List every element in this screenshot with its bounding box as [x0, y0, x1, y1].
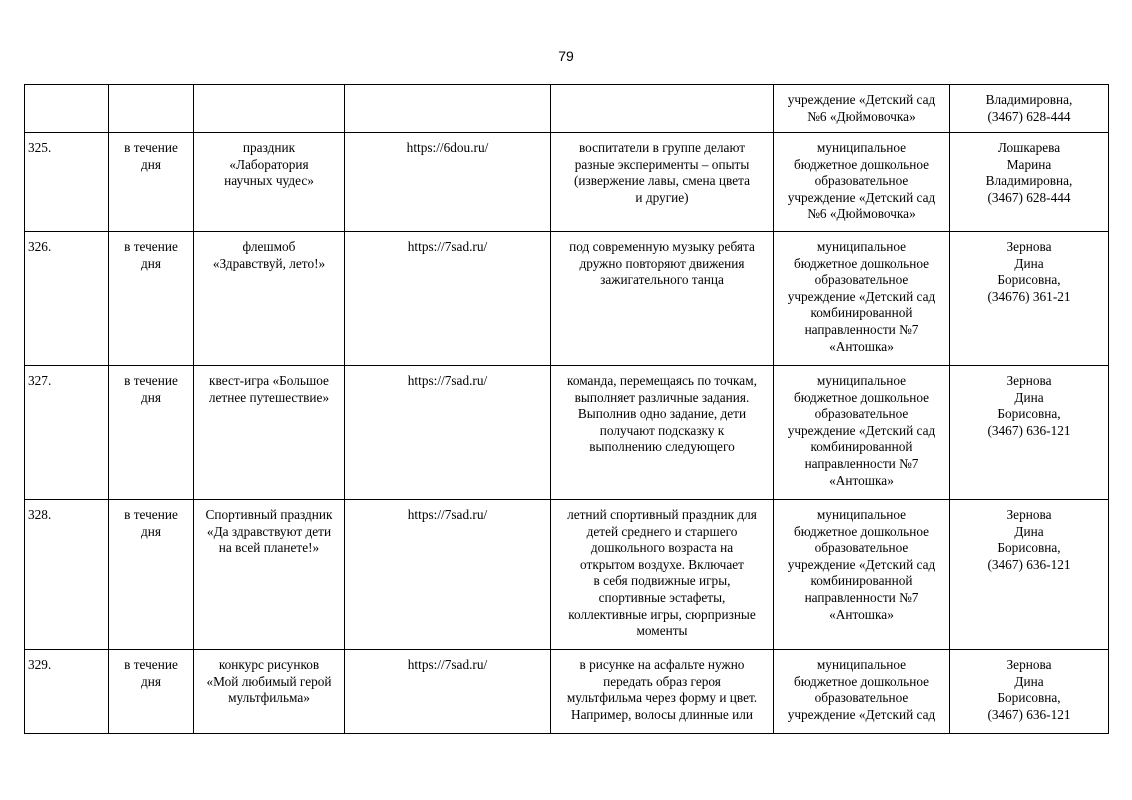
contact-line: Дина — [1014, 255, 1044, 271]
organization-line: направленности №7 — [804, 589, 919, 605]
contact-line: Борисовна, — [997, 690, 1061, 706]
table-row — [25, 366, 1109, 500]
event-name-line: конкурс рисунков — [218, 657, 320, 672]
contact-line: Зернова — [1006, 239, 1052, 254]
organization-line: «Антошка» — [829, 472, 894, 488]
organization-line: образовательное — [814, 173, 909, 189]
event-name-line: научных чудес» — [224, 173, 314, 189]
time-line: дня — [141, 523, 161, 539]
description-line: в рисунке на асфальте нужно — [579, 657, 745, 672]
description-line: воспитатели в группе делают — [578, 140, 746, 155]
description-line: в себя подвижные игры, — [593, 573, 731, 589]
organization-line: направленности №7 — [804, 321, 919, 337]
organization-line: учреждение «Детский сад — [787, 556, 936, 572]
contact-line: (3467) 636-121 — [987, 556, 1071, 572]
event-name-cell — [194, 133, 345, 232]
row-number-cell: 327. — [25, 366, 109, 500]
contact-line: (3467) 628-444 — [987, 108, 1071, 124]
organization-line: муниципальное — [816, 373, 907, 388]
contact-line: Борисовна, — [997, 540, 1061, 556]
description-line: детей среднего и старшего — [586, 523, 738, 539]
description-cell — [551, 232, 774, 366]
row-number-cell: 326. — [25, 232, 109, 366]
time-cell — [109, 650, 194, 734]
organization-cell — [774, 232, 950, 366]
page-number: 79 — [558, 48, 574, 64]
organization-line: комбинированной — [810, 305, 913, 321]
description-line: команда, перемещаясь по точкам, — [567, 373, 757, 388]
website-cell: https://7sad.ru/ — [345, 650, 551, 734]
time-line: дня — [141, 673, 161, 689]
contact-line: Дина — [1014, 523, 1044, 539]
time-line: дня — [141, 255, 161, 271]
description-cell — [551, 133, 774, 232]
event-name-cell — [194, 500, 345, 650]
event-name-line: квест-игра «Большое — [209, 373, 329, 388]
description-line: получают подсказку к — [599, 422, 725, 438]
description-line: (извержение лавы, смена цвета — [574, 173, 750, 189]
event-name-line: мультфильма» — [228, 690, 310, 706]
organization-line: образовательное — [814, 690, 909, 706]
contact-line: (3467) 628-444 — [987, 189, 1071, 205]
description-line: под современную музыку ребята — [569, 239, 755, 254]
description-line: летний спортивный праздник для — [567, 507, 757, 522]
organization-line: «Антошка» — [829, 338, 894, 354]
contact-line: (34676) 361-21 — [987, 288, 1071, 304]
website-cell: https://7sad.ru/ — [345, 232, 551, 366]
time-cell — [109, 500, 194, 650]
row-number-cell: 325. — [25, 133, 109, 232]
row-number-cell: 328. — [25, 500, 109, 650]
row-number-cell — [25, 85, 109, 133]
contact-line: Марина — [1006, 156, 1052, 172]
contact-cell — [950, 85, 1109, 133]
organization-cell — [774, 366, 950, 500]
table-row — [25, 500, 1109, 650]
contact-line: Зернова — [1006, 373, 1052, 388]
table-row — [25, 133, 1109, 232]
organization-line: образовательное — [814, 540, 909, 556]
contact-line: Владимировна, — [985, 92, 1073, 107]
event-name-line: Спортивный праздник — [205, 507, 333, 522]
description-cell — [551, 366, 774, 500]
time-cell — [109, 366, 194, 500]
organization-line: муниципальное — [816, 657, 907, 672]
description-line: коллективные игры, сюрпризные — [568, 606, 756, 622]
event-name-cell — [194, 232, 345, 366]
website-cell: https://6dou.ru/ — [345, 133, 551, 232]
contact-line: Лошкарева — [997, 140, 1061, 155]
description-line: открытом воздухе. Включает — [580, 556, 744, 572]
contact-line: (3467) 636-121 — [987, 422, 1071, 438]
event-name-cell — [194, 85, 345, 133]
description-line: выполнению следующего — [589, 439, 735, 455]
event-name-cell — [194, 650, 345, 734]
description-line: моменты — [636, 623, 688, 639]
organization-line: бюджетное дошкольное — [793, 673, 930, 689]
organization-line: №6 «Дюймовочка» — [807, 206, 916, 222]
time-line: в течение — [124, 140, 178, 155]
organization-line: учреждение «Детский сад — [787, 92, 936, 107]
contact-cell — [950, 366, 1109, 500]
organization-line: муниципальное — [816, 507, 907, 522]
row-number-cell: 329. — [25, 650, 109, 734]
table-row — [25, 232, 1109, 366]
organization-line: учреждение «Детский сад — [787, 189, 936, 205]
organization-line: образовательное — [814, 272, 909, 288]
organization-line: «Антошка» — [829, 606, 894, 622]
organization-cell — [774, 500, 950, 650]
event-name-line: «Мой любимый герой — [206, 673, 332, 689]
contact-line: (3467) 636-121 — [987, 706, 1071, 722]
event-name-line: флешмоб — [242, 239, 296, 254]
organization-line: учреждение «Детский сад — [787, 288, 936, 304]
time-line: дня — [141, 389, 161, 405]
organization-line: комбинированной — [810, 573, 913, 589]
organization-line: муниципальное — [816, 239, 907, 254]
organization-line: муниципальное — [816, 140, 907, 155]
table-row — [25, 85, 1109, 133]
organization-cell — [774, 85, 950, 133]
organization-line: образовательное — [814, 406, 909, 422]
event-name-line: «Да здравствуют дети — [206, 523, 332, 539]
website-cell: https://7sad.ru/ — [345, 500, 551, 650]
table-body — [25, 85, 1109, 734]
organization-line: бюджетное дошкольное — [793, 156, 930, 172]
event-name-cell — [194, 366, 345, 500]
time-cell — [109, 232, 194, 366]
contact-cell — [950, 133, 1109, 232]
contact-line: Зернова — [1006, 507, 1052, 522]
description-line: дошкольного возраста на — [590, 540, 734, 556]
organization-line: бюджетное дошкольное — [793, 255, 930, 271]
organization-cell — [774, 133, 950, 232]
time-line: дня — [141, 156, 161, 172]
description-cell — [551, 650, 774, 734]
description-line: и другие) — [635, 189, 689, 205]
time-line: в течение — [124, 507, 178, 522]
organization-line: бюджетное дошкольное — [793, 523, 930, 539]
description-line: Например, волосы длинные или — [570, 706, 754, 722]
time-line: в течение — [124, 239, 178, 254]
description-line: разные эксперименты – опыты — [574, 156, 750, 172]
description-line: дружно повторяют движения — [579, 255, 745, 271]
organization-line: учреждение «Детский сад — [787, 422, 936, 438]
organization-line: учреждение «Детский сад — [787, 706, 936, 722]
contact-line: Дина — [1014, 673, 1044, 689]
organization-line: комбинированной — [810, 439, 913, 455]
time-line: в течение — [124, 373, 178, 388]
events-table — [24, 84, 1109, 734]
organization-line: №6 «Дюймовочка» — [807, 108, 916, 124]
organization-line: бюджетное дошкольное — [793, 389, 930, 405]
description-cell — [551, 85, 774, 133]
description-line: передать образ героя — [603, 673, 721, 689]
contact-line: Борисовна, — [997, 272, 1061, 288]
description-line: выполняет различные задания. — [574, 389, 750, 405]
event-name-line: летнее путешествие» — [208, 389, 330, 405]
contact-line: Дина — [1014, 389, 1044, 405]
time-cell — [109, 133, 194, 232]
description-line: зажигательного танца — [600, 272, 724, 288]
description-cell — [551, 500, 774, 650]
contact-cell — [950, 500, 1109, 650]
contact-line: Зернова — [1006, 657, 1052, 672]
table-row — [25, 650, 1109, 734]
event-name-line: на всей планете!» — [218, 540, 320, 556]
event-name-line: праздник — [242, 140, 296, 155]
time-cell — [109, 85, 194, 133]
description-line: Выполнив одно задание, дети — [577, 406, 747, 422]
organization-cell — [774, 650, 950, 734]
website-cell: https://7sad.ru/ — [345, 366, 551, 500]
contact-line: Владимировна, — [985, 173, 1073, 189]
organization-line: направленности №7 — [804, 455, 919, 471]
description-line: спортивные эстафеты, — [598, 589, 726, 605]
website-cell — [345, 85, 551, 133]
description-line: мультфильма через форму и цвет. — [566, 690, 758, 706]
event-name-line: «Здравствуй, лето!» — [212, 255, 326, 271]
contact-cell — [950, 232, 1109, 366]
contact-line: Борисовна, — [997, 406, 1061, 422]
time-line: в течение — [124, 657, 178, 672]
event-name-line: «Лаборатория — [229, 156, 309, 172]
contact-cell — [950, 650, 1109, 734]
